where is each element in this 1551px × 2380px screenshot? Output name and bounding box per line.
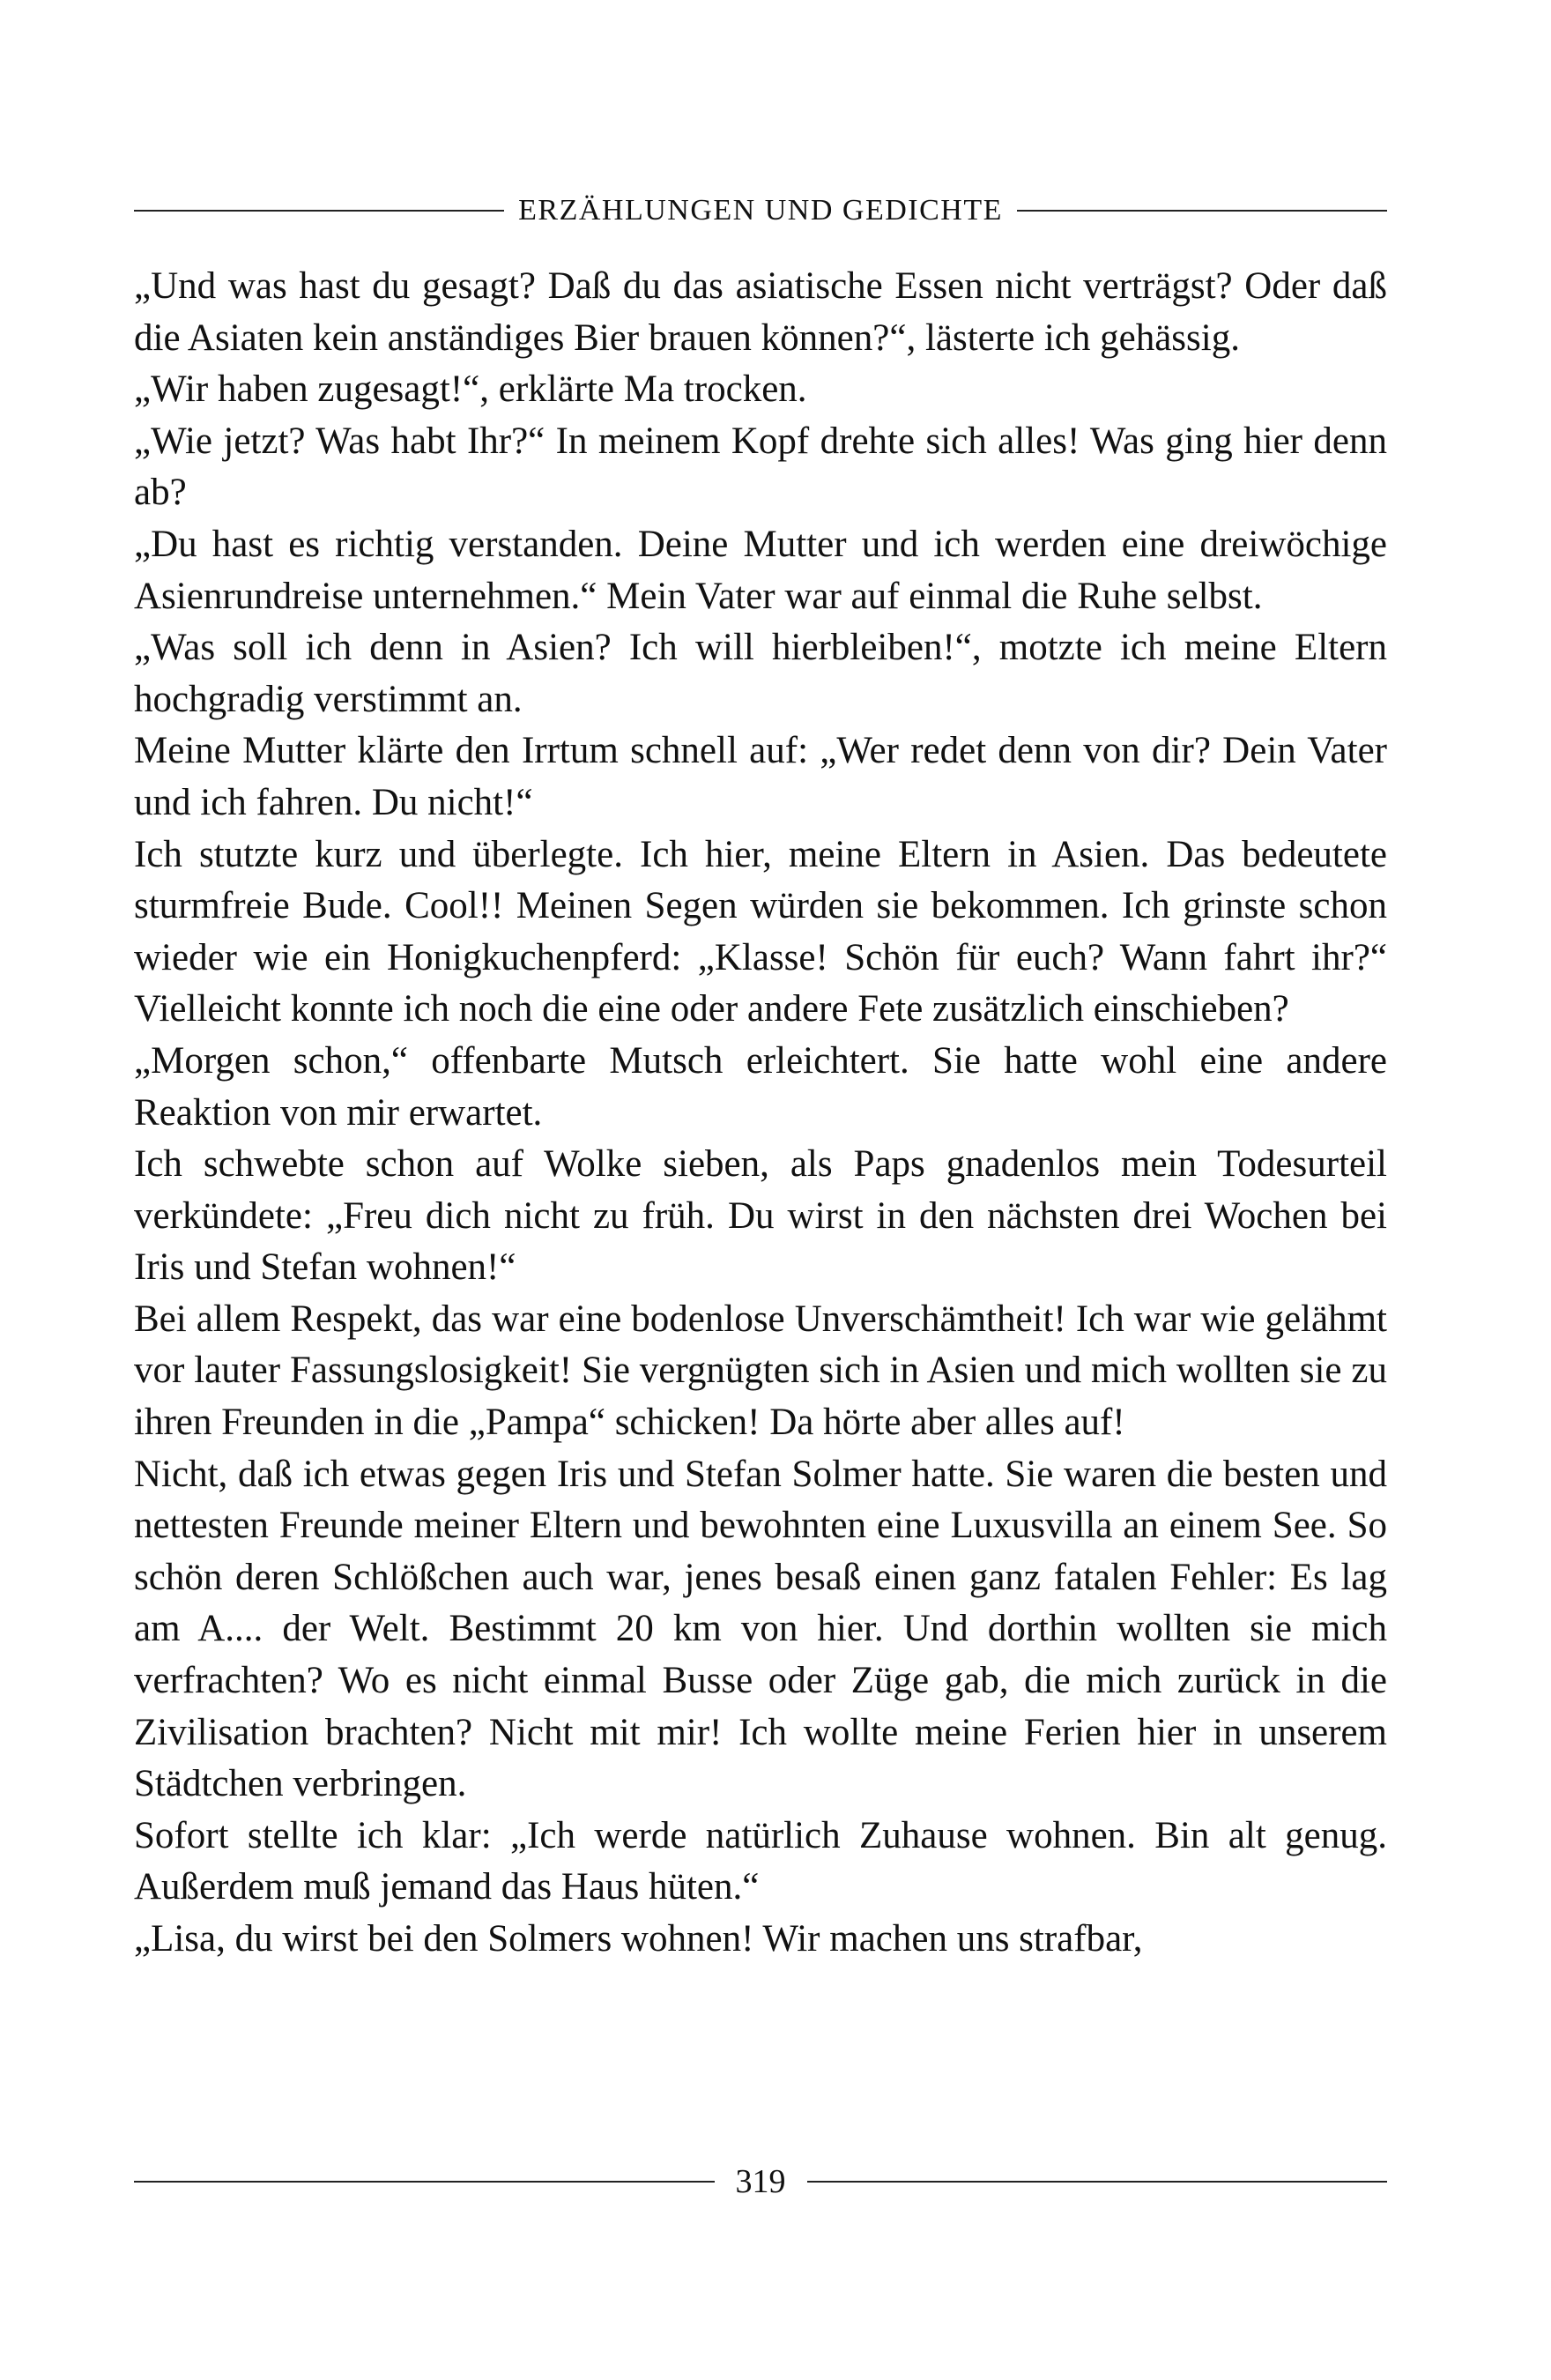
paragraph: Ich stutzte kurz und überlegte. Ich hier, meine Eltern in Asien. Das bedeutete sturmfreie Bude. Cool!! Meinen Segen würden sie bekommen. Ich grinste schon wieder wie ein Honigkuchenpferd: „Klasse! Schön für euch? Wann fahrt ihr?“ Vielleicht konnte ich noch die eine oder andere Fete zusätzlich einschieben? [134, 833, 1387, 1030]
paragraph: Sofort stellte ich klar: „Ich werde natürlich Zuhause wohnen. Bin alt genug. Außerdem muß jemand das Haus hüten.“ [134, 1814, 1387, 1908]
paragraph: „Lisa, du wirst bei den Solmers wohnen! Wir machen uns strafbar, [134, 1918, 1143, 1960]
header-title: ERZÄHLUNGEN UND GEDICHTE [518, 194, 1003, 227]
footer-rule-right [807, 2181, 1388, 2183]
page-footer [134, 2165, 1387, 2198]
paragraph: Meine Mutter klärte den Irrtum schnell auf: „Wer redet denn von dir? Dein Vater und ich fahren. Du nicht!“ [134, 730, 1387, 823]
paragraph: „Wie jetzt? Was habt Ihr?“ In meinem Kopf drehte sich alles! Was ging hier denn ab? [134, 420, 1387, 514]
paragraph: „Was soll ich denn in Asien? Ich will hierbleiben!“, motzte ich meine Eltern hochgradig verstimmt an. [134, 627, 1387, 720]
paragraph: Bei allem Respekt, das war eine bodenlose Unverschämtheit! Ich war wie gelähmt vor lauter Fassungslosigkeit! Sie vergnügten sich in Asien und mich wollten sie zu ihren Freunden in die „Pampa“ schicken! Da hörte aber alles auf! [134, 1298, 1387, 1444]
paragraph: Ich schwebte schon auf Wolke sieben, als Paps gnadenlos mein Todesurteil verkündete: „Freu dich nicht zu früh. Du wirst in den nächsten drei Wochen bei Iris und Stefan wohnen!“ [134, 1143, 1387, 1289]
paragraph: Nicht, daß ich etwas gegen Iris und Stefan Solmer hatte. Sie waren die besten und nettesten Freunde meiner Eltern und bewohnten eine Luxusvilla an einem See. So schön deren Schlößchen auch war, jenes besaß einen ganz fatalen Fehler: Es lag am A.... der Welt. Bestimmt 20 km von hier. Und dorthin wollten sie mich verfrachten? Wo es nicht einmal Busse oder Züge gab, die mich zurück in die Zivilisation brachten? Nicht mit mir! Ich wollte meine Ferien hier in unserem Städtchen verbringen. [134, 1453, 1387, 1805]
paragraph: „Morgen schon,“ offenbarte Mutsch erleichtert. Sie hatte wohl eine andere Reaktion von mir erwartet. [134, 1039, 1387, 1134]
paragraph: „Und was hast du gesagt? Daß du das asiatische Essen nicht verträgst? Oder daß die Asiaten kein anständiges Bier brauen können?“, lästerte ich gehässig. [134, 265, 1387, 359]
running-header [134, 196, 1387, 226]
paragraph: „Du hast es richtig verstanden. Deine Mutter und ich werden eine dreiwöchige Asienrundreise unternehmen.“ Mein Vater war auf einmal die Ruhe selbst. [134, 523, 1387, 617]
body-text [134, 261, 1387, 1966]
header-rule-right [1017, 210, 1387, 212]
header-rule-left [134, 210, 504, 212]
paragraph: „Wir haben zugesagt!“, erklärte Ma trocken. [134, 368, 807, 411]
page-number: 319 [735, 2163, 786, 2200]
footer-rule-left [134, 2181, 715, 2183]
